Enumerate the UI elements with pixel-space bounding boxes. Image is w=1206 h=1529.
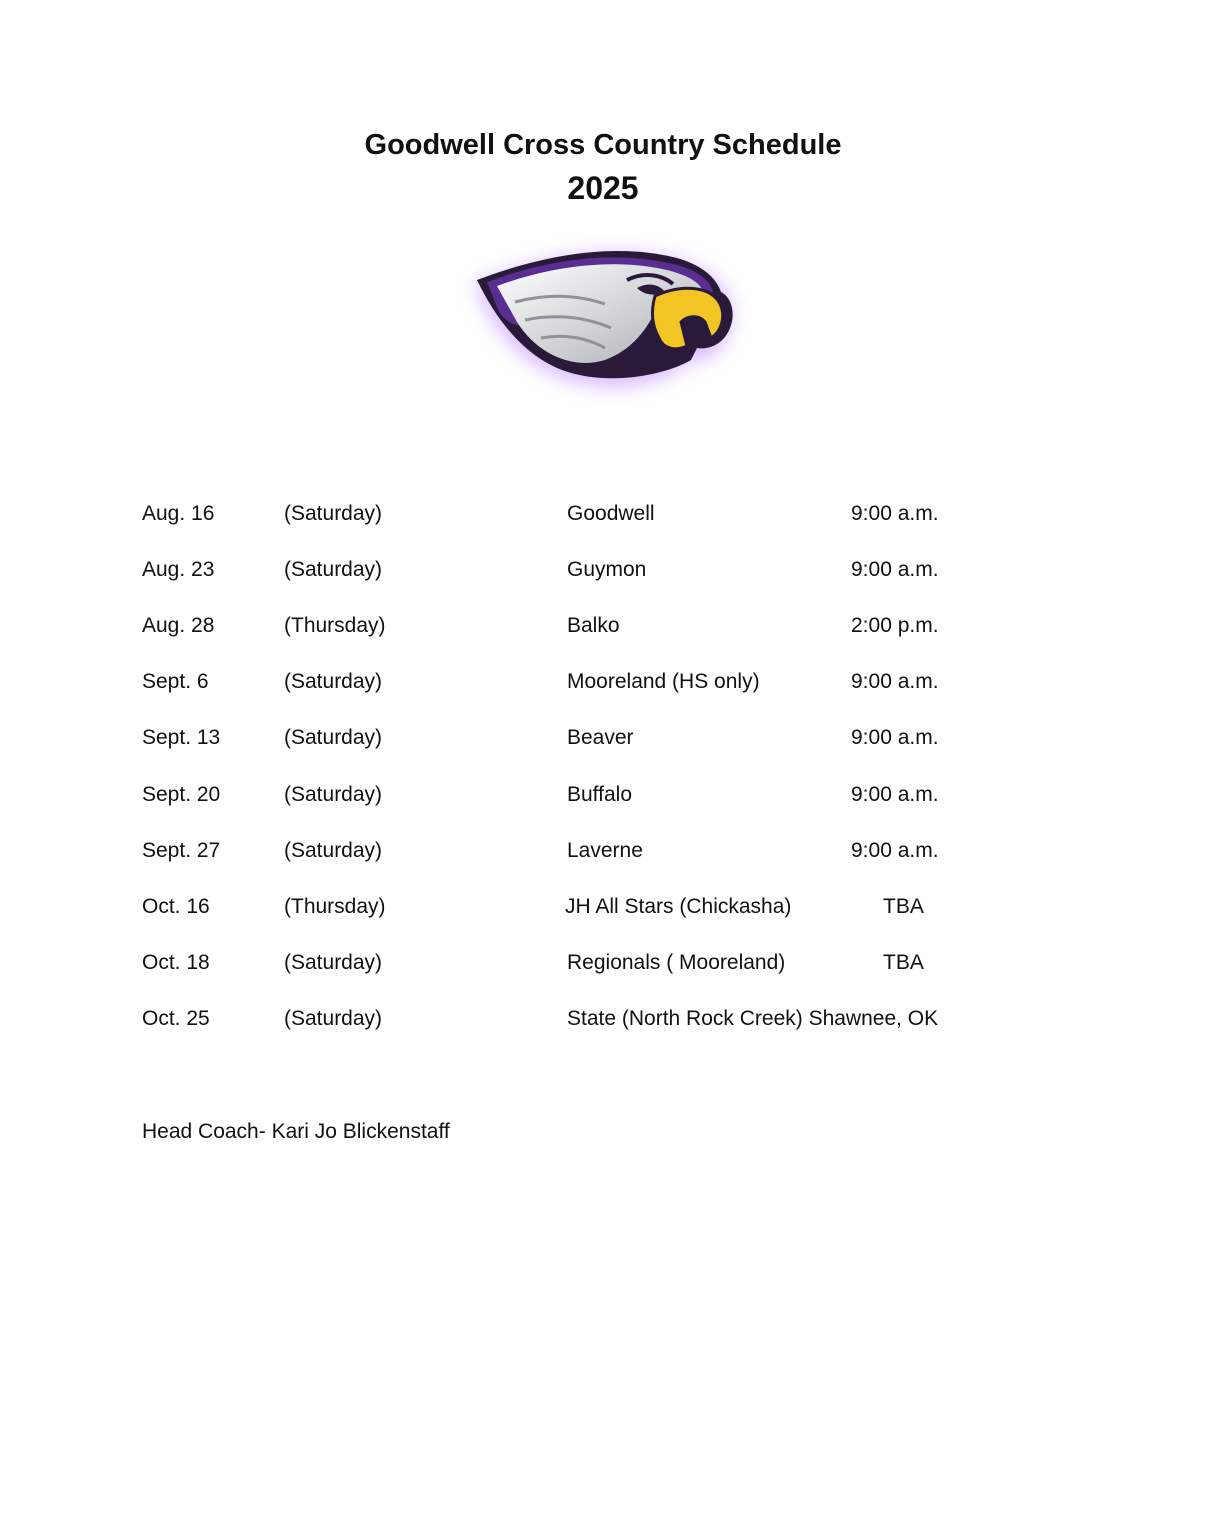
page-title: Goodwell Cross Country Schedule — [364, 129, 842, 161]
meet-day: (Thursday) — [284, 614, 386, 637]
meet-time: 2:00 p.m. — [851, 614, 939, 637]
meet-time: 9:00 a.m. — [851, 558, 939, 581]
meet-date: Sept. 20 — [142, 783, 221, 806]
meet-date: Oct. 25 — [142, 1007, 210, 1030]
meet-day: (Saturday) — [284, 951, 383, 974]
meet-day: (Saturday) — [284, 839, 383, 862]
meet-time: TBA — [883, 895, 924, 918]
meet-date: Sept. 27 — [142, 839, 221, 862]
meet-date: Sept. 13 — [142, 726, 221, 749]
schedule-row — [0, 555, 1206, 585]
schedule-row — [0, 948, 1206, 978]
meet-location: Buffalo — [567, 783, 632, 806]
meet-day: (Saturday) — [284, 670, 383, 693]
eagle-head-icon — [455, 222, 755, 407]
meet-date: Oct. 18 — [142, 951, 210, 974]
meet-location: Laverne — [567, 839, 643, 862]
meet-date: Aug. 16 — [142, 502, 215, 525]
meet-location: State (North Rock Creek) Shawnee, OK — [567, 1007, 939, 1030]
schedule-row — [0, 723, 1206, 753]
meet-date: Oct. 16 — [142, 895, 210, 918]
meet-time: 9:00 a.m. — [851, 839, 939, 862]
meet-day: (Saturday) — [284, 1007, 383, 1030]
meet-location: Guymon — [567, 558, 647, 581]
meet-day: (Saturday) — [284, 502, 383, 525]
head-coach: Head Coach- Kari Jo Blickenstaff — [142, 1120, 450, 1143]
meet-location: Regionals ( Mooreland) — [567, 951, 786, 974]
meet-day: (Saturday) — [284, 726, 383, 749]
meet-day: (Saturday) — [284, 558, 383, 581]
page-year: 2025 — [567, 170, 639, 206]
meet-location: JH All Stars (Chickasha) — [565, 895, 792, 918]
schedule-row — [0, 499, 1206, 529]
meet-time: 9:00 a.m. — [851, 726, 939, 749]
meet-time: 9:00 a.m. — [851, 670, 939, 693]
meet-day: (Saturday) — [284, 783, 383, 806]
meet-location: Beaver — [567, 726, 634, 749]
schedule-row — [0, 1004, 1206, 1034]
meet-time: 9:00 a.m. — [851, 502, 939, 525]
meet-date: Sept. 6 — [142, 670, 209, 693]
meet-location: Mooreland (HS only) — [567, 670, 760, 693]
meet-location: Goodwell — [567, 502, 655, 525]
schedule-row — [0, 667, 1206, 697]
meet-date: Aug. 28 — [142, 614, 215, 637]
meet-time: 9:00 a.m. — [851, 783, 939, 806]
meet-day: (Thursday) — [284, 895, 386, 918]
schedule-row — [0, 780, 1206, 810]
meet-date: Aug. 23 — [142, 558, 215, 581]
schedule-row — [0, 611, 1206, 641]
meet-location: Balko — [567, 614, 620, 637]
schedule-row — [0, 892, 1206, 922]
schedule-row — [0, 836, 1206, 866]
meet-time: TBA — [883, 951, 924, 974]
